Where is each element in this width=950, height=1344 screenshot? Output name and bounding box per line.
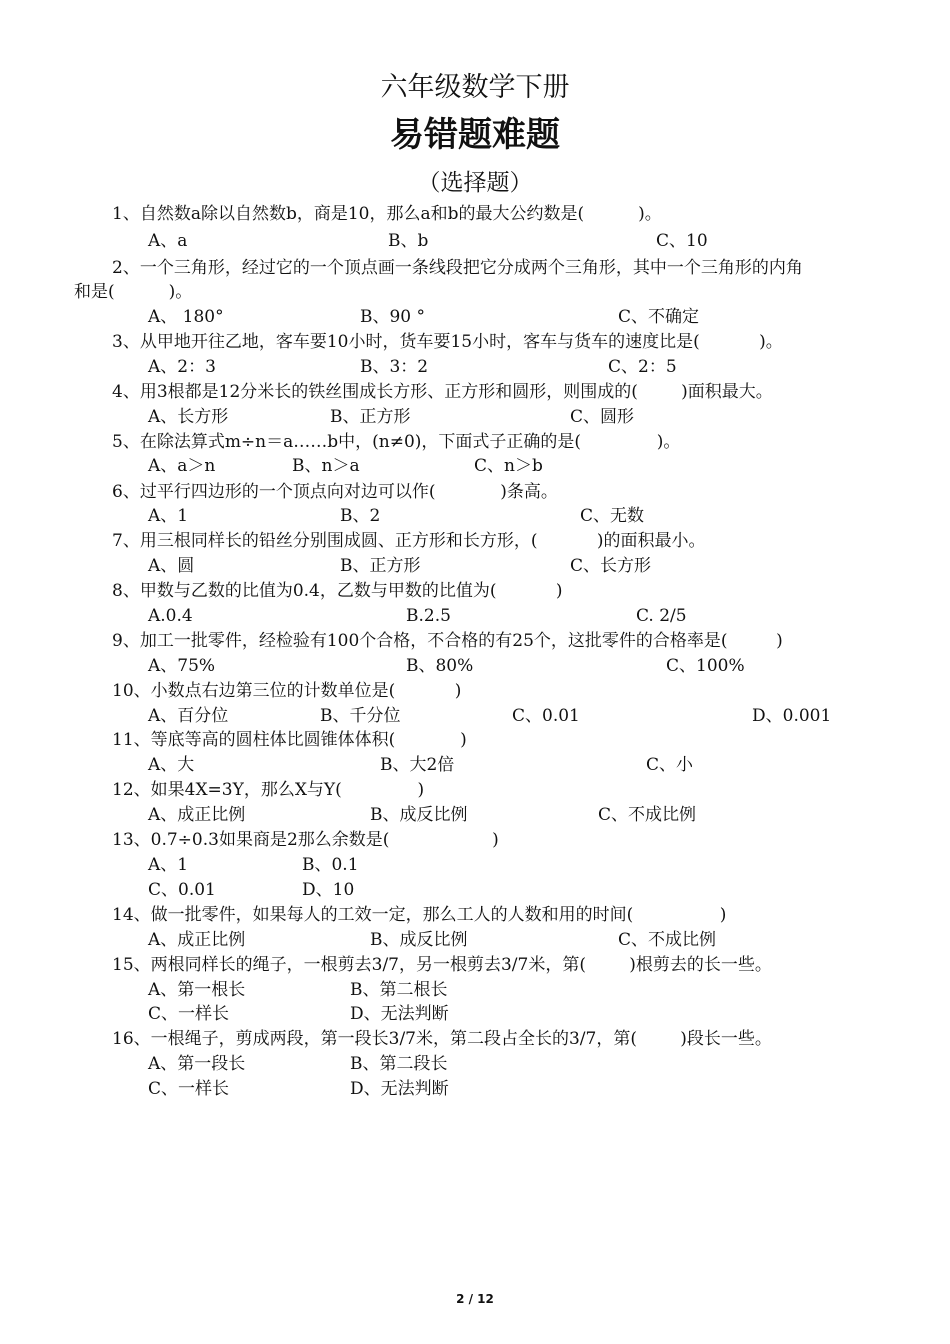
option-2c: C、不确定	[618, 307, 700, 327]
main-title: 易错题难题	[390, 115, 560, 155]
option-11b: B、大2倍	[380, 755, 455, 775]
question-8: 8、甲数与乙数的比值为0.4，乙数与甲数的比值为( )	[112, 581, 563, 601]
option-14b: B、成反比例	[370, 930, 468, 950]
option-5c: C、n＞b	[474, 456, 543, 476]
option-10d: D、0.001	[752, 706, 832, 726]
question-12: 12、如果4X=3Y，那么X与Y( )	[112, 780, 425, 800]
option-14c: C、不成比例	[618, 930, 717, 950]
option-3b: B、3：2	[360, 357, 429, 377]
option-5a: A、a＞n	[148, 456, 216, 476]
option-4b: B、正方形	[330, 407, 411, 427]
question-1: 1、自然数a除以自然数b，商是10，那么a和b的最大公约数是( )。	[112, 204, 662, 224]
option-3a: A、2：3	[148, 357, 216, 377]
question-3: 3、从甲地开往乙地，客车要10小时，货车要15小时，客车与货车的速度比是( )。	[112, 332, 783, 352]
question-16: 16、一根绳子，剪成两段，第一段长3/7米，第二段占全长的3/7，第( )段长一些。	[112, 1029, 772, 1049]
option-13d: D、10	[302, 880, 355, 900]
question-7: 7、用三根同样长的铅丝分别围成圆、正方形和长方形，( )的面积最小。	[112, 531, 706, 551]
question-14: 14、做一批零件，如果每人的工效一定，那么工人的人数和用的时间( )	[112, 905, 727, 925]
option-4c: C、圆形	[570, 407, 635, 427]
option-3c: C、2：5	[608, 357, 677, 377]
option-6b: B、2	[340, 506, 381, 526]
option-6a: A、1	[148, 506, 189, 526]
option-7c: C、长方形	[570, 556, 652, 576]
option-16c: C、一样长	[148, 1079, 230, 1099]
option-4a: A、长方形	[148, 407, 229, 427]
option-12b: B、成反比例	[370, 805, 468, 825]
question-2: 2、一个三角形，经过它的一个顶点画一条线段把它分成两个三角形，其中一个三角形的内角	[112, 258, 803, 278]
question-6: 6、过平行四边形的一个顶点向对边可以作( )条高。	[112, 482, 558, 502]
option-8c: C. 2/5	[636, 606, 687, 626]
option-1c: C、10	[656, 231, 708, 251]
option-16d: D、无法判断	[350, 1079, 449, 1099]
option-12c: C、不成比例	[598, 805, 697, 825]
option-10a: A、百分位	[148, 706, 229, 726]
option-5b: B、n＞a	[292, 456, 360, 476]
option-11c: C、小	[646, 755, 694, 775]
question-11: 11、等底等高的圆柱体比圆锥体体积( )	[112, 730, 467, 750]
option-1a: A、a	[148, 231, 188, 251]
option-11a: A、大	[148, 755, 195, 775]
option-7a: A、圆	[148, 556, 195, 576]
option-10b: B、千分位	[320, 706, 401, 726]
option-10c: C、0.01	[512, 706, 580, 726]
option-1b: B、b	[388, 231, 429, 251]
option-13c: C、0.01	[148, 880, 216, 900]
option-15a: A、第一根长	[148, 980, 246, 1000]
option-6c: C、无数	[580, 506, 645, 526]
option-15c: C、一样长	[148, 1004, 230, 1024]
option-2b: B、90 °	[360, 307, 426, 327]
option-9c: C、100%	[666, 656, 745, 676]
option-8b: B.2.5	[406, 606, 451, 626]
question-9: 9、加工一批零件，经检验有100个合格，不合格的有25个，这批零件的合格率是( )	[112, 631, 783, 651]
option-7b: B、正方形	[340, 556, 421, 576]
option-9b: B、80%	[406, 656, 474, 676]
option-8a: A.0.4	[148, 606, 193, 626]
question-13: 13、0.7÷0.3如果商是2那么余数是( )	[112, 830, 499, 850]
option-9a: A、75%	[148, 656, 216, 676]
option-15b: B、第二根长	[350, 980, 448, 1000]
question-4: 4、用3根都是12分米长的铁丝围成长方形、正方形和圆形，则围成的( )面积最大。	[112, 382, 773, 402]
page-number: 2 / 12	[456, 1292, 494, 1306]
option-2a: A、 180°	[148, 307, 224, 327]
question-10: 10、小数点右边第三位的计数单位是( )	[112, 681, 462, 701]
option-16b: B、第二段长	[350, 1054, 448, 1074]
option-13a: A、1	[148, 855, 189, 875]
question-5: 5、在除法算式m÷n＝a……b中，(n≠0)，下面式子正确的是( )。	[112, 432, 681, 452]
option-12a: A、成正比例	[148, 805, 246, 825]
option-16a: A、第一段长	[148, 1054, 246, 1074]
page-title: 六年级数学下册	[380, 72, 570, 103]
option-15d: D、无法判断	[350, 1004, 449, 1024]
option-13b: B、0.1	[302, 855, 359, 875]
question-2-cont: 和是( )。	[74, 282, 193, 302]
option-14a: A、成正比例	[148, 930, 246, 950]
section-heading: （选择题）	[417, 170, 533, 196]
question-15: 15、两根同样长的绳子，一根剪去3/7，另一根剪去3/7米，第( )根剪去的长一些。	[112, 955, 772, 975]
